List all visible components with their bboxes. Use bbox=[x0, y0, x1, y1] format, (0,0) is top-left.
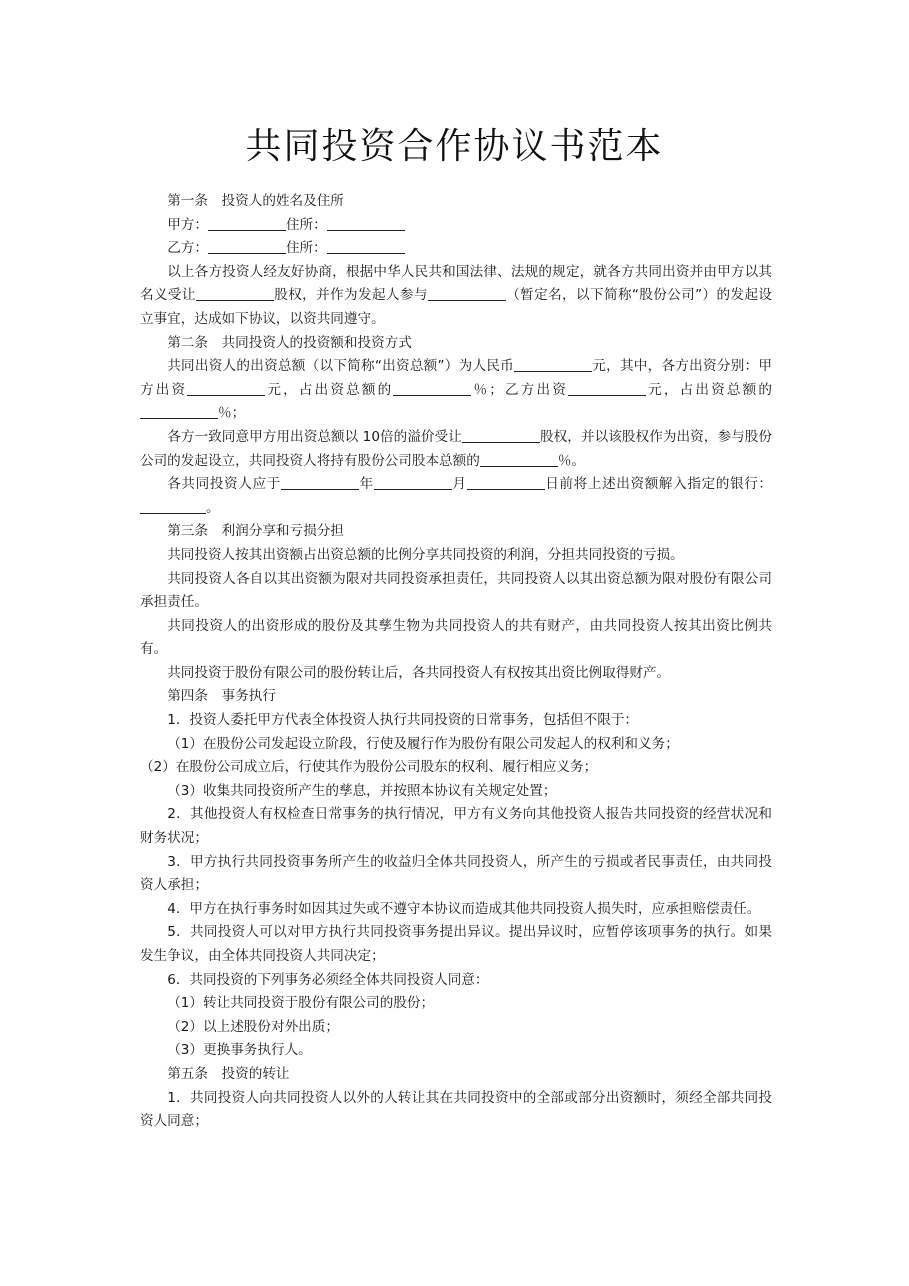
a2-text-1: 共同出资人的出资总额（以下简称“出资总额”）为人民币 bbox=[167, 358, 515, 375]
year-blank[interactable] bbox=[281, 474, 359, 490]
document-body bbox=[140, 190, 772, 1134]
day-blank[interactable] bbox=[467, 474, 545, 490]
party-b-name-blank[interactable] bbox=[208, 238, 286, 254]
intro-text-3: （暂定名，以下简称“股份公司”）的发起设立事宜，达成如下协议，以资共同遵守。 bbox=[140, 287, 772, 327]
article-4-item-4: 4．甲方在执行事务时如因其过失或不遵守本协议而造成其他共同投资人损失时，应承担赔偿责任。 bbox=[167, 900, 761, 917]
article-4-item-1: 1．投资人委托甲方代表全体投资人执行共同投资的日常事务，包括但不限于： bbox=[167, 712, 639, 729]
party-a-line bbox=[140, 214, 772, 238]
a2-text-2: 元，其中，各方出资分别：甲方出资 bbox=[140, 358, 772, 398]
article-1-intro bbox=[140, 261, 772, 332]
party-b-percent-blank[interactable] bbox=[140, 403, 218, 419]
article-3-paragraph-3: 共同投资人的出资形成的股份及其孳生物为共同投资人的共有财产，由共同投资人按其出资比例共有。 bbox=[140, 617, 772, 658]
a2-p2-text-1: 各方一致同意甲方用出资总额以 10倍的溢价受让 bbox=[167, 428, 462, 445]
a2-p3-text-1: 各共同投资人应于 bbox=[167, 476, 281, 493]
intro-text-1: 以上各方投资人经友好协商，根据中华人民共和国法律、法规的规定，就各方共同出资并由甲方以其名义受让 bbox=[140, 263, 772, 304]
a2-p3-text-3: 月 bbox=[451, 476, 467, 493]
article-2-paragraph-2 bbox=[140, 426, 772, 473]
a2-p2-text-2: 股权，并以该股权作为出资，参与股份公司的发起设立，共同投资人将持有股份公司股本总额的 bbox=[140, 428, 772, 469]
party-b-address-label: 住所： bbox=[285, 240, 327, 257]
party-b-line bbox=[140, 237, 772, 261]
article-3-paragraph-1: 共同投资人按其出资额占出资总额的比例分享共同投资的利润，分担共同投资的亏损。 bbox=[167, 546, 684, 563]
a2-text-3: 元，占出资总额的 bbox=[265, 381, 394, 398]
a2-text-5: 元，占出资总额的 bbox=[646, 381, 773, 398]
intro-text-2: 股权，并作为发起人参与 bbox=[273, 287, 428, 304]
party-a-amount-blank[interactable] bbox=[187, 380, 265, 396]
party-a-address-label: 住所： bbox=[285, 216, 327, 233]
share-percent-blank[interactable] bbox=[480, 451, 558, 467]
bank-blank[interactable] bbox=[140, 498, 206, 514]
article-4-item-6-sub-3: （3）更换事务执行人。 bbox=[167, 1042, 312, 1059]
party-a-address-blank[interactable] bbox=[327, 215, 405, 231]
a2-p3-text-2: 年 bbox=[358, 476, 374, 493]
article-5-item-1: 1．共同投资人向共同投资人以外的人转让其在共同投资中的全部或部分出资额时，须经全部共同投资人同意； bbox=[140, 1089, 772, 1130]
article-4-item-6: 6．共同投资的下列事务必须经全体共同投资人同意： bbox=[167, 971, 489, 988]
article-5-heading: 第五条 投资的转让 bbox=[167, 1065, 290, 1082]
a2-p3-text-4: 日前将上述出资额解入指定的银行： bbox=[544, 476, 773, 493]
article-4-item-3: 3．甲方执行共同投资事务所产生的收益归全体共同投资人，所产生的亏损或者民事责任，由共同投资人承担； bbox=[140, 853, 772, 894]
party-b-address-blank[interactable] bbox=[327, 238, 405, 254]
a2-text-6: ％； bbox=[218, 405, 246, 422]
article-4-item-5: 5．共同投资人可以对甲方执行共同投资事务提出异议。提出异议时，应暂停该项事务的执行。如果发生争议，由全体共同投资人共同决定； bbox=[140, 924, 772, 964]
article-2-paragraph-1 bbox=[140, 355, 772, 426]
article-4-item-1-sub-3: （3）收集共同投资所产生的孳息，并按照本协议有关规定处置； bbox=[167, 782, 557, 799]
month-blank[interactable] bbox=[374, 474, 452, 490]
article-4-item-2: 2．其他投资人有权检查日常事务的执行情况，甲方有义务向其他投资人报告共同投资的经营状况和财务状况； bbox=[140, 806, 772, 847]
a2-p3-text-5: 。 bbox=[206, 499, 220, 516]
total-amount-blank[interactable] bbox=[514, 356, 592, 372]
a2-text-4: ％；乙方出资 bbox=[471, 381, 569, 398]
target-equity-blank[interactable] bbox=[196, 285, 274, 301]
document-title: 共同投资合作协议书范本 bbox=[245, 126, 664, 167]
party-a-percent-blank[interactable] bbox=[393, 380, 471, 396]
article-4-item-1-sub-2: （2）在股份公司成立后，行使其作为股份公司股东的权利、履行相应义务； bbox=[140, 759, 598, 776]
a2-p2-text-3: ％。 bbox=[557, 452, 586, 469]
article-3-heading: 第三条 利润分享和亏损分担 bbox=[167, 523, 344, 540]
article-4-heading: 第四条 事务执行 bbox=[167, 688, 276, 705]
article-2-paragraph-3 bbox=[140, 473, 772, 520]
article-4-item-1-sub-1: （1）在股份公司发起设立阶段，行使及履行作为股份有限公司发起人的权利和义务； bbox=[167, 735, 679, 752]
party-b-amount-blank[interactable] bbox=[568, 380, 646, 396]
company-name-blank[interactable] bbox=[428, 285, 506, 301]
transfer-equity-blank[interactable] bbox=[462, 427, 540, 443]
article-3-paragraph-2: 共同投资人各自以其出资额为限对共同投资承担责任，共同投资人以其出资总额为限对股份有限公司承担责任。 bbox=[140, 570, 772, 611]
article-3-paragraph-4: 共同投资于股份有限公司的股份转让后，各共同投资人有权按其出资比例取得财产。 bbox=[167, 664, 671, 681]
article-1-heading: 第一条 投资人的姓名及住所 bbox=[167, 193, 344, 209]
party-b-label: 乙方： bbox=[167, 240, 208, 257]
article-4-item-6-sub-1: （1）转让共同投资于股份有限公司的股份； bbox=[167, 995, 435, 1012]
party-a-name-blank[interactable] bbox=[208, 215, 286, 231]
party-a-label: 甲方： bbox=[167, 216, 208, 233]
article-2-heading: 第二条 共同投资人的投资额和投资方式 bbox=[167, 334, 412, 351]
article-4-item-6-sub-2: （2）以上述股份对外出质； bbox=[167, 1018, 339, 1035]
